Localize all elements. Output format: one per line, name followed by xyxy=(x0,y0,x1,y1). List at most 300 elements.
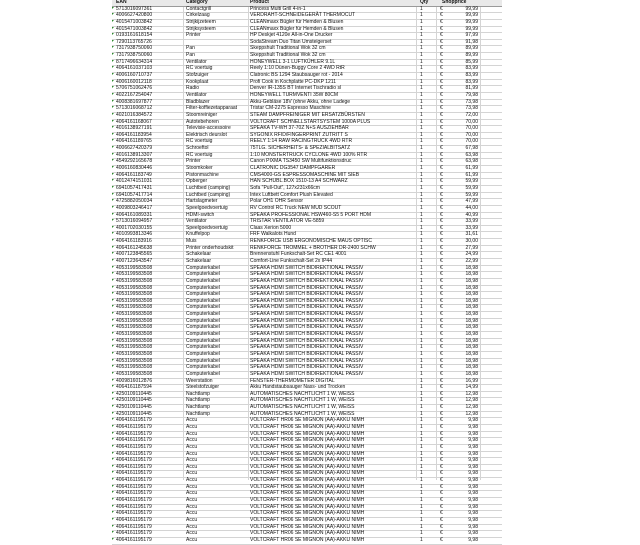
cell-shopprice[interactable]: 59,99 xyxy=(465,191,478,198)
cell-category[interactable]: Steelstofzuiger xyxy=(186,384,220,391)
cell-shopprice[interactable]: 12,98 xyxy=(465,410,478,417)
cell-shopprice[interactable]: 59,99 xyxy=(465,184,478,191)
cell-shopprice[interactable]: 18,98 xyxy=(465,324,478,331)
cell-category[interactable]: Computerkabel xyxy=(186,357,220,364)
cell-category[interactable]: Autotebehoren xyxy=(186,118,219,125)
cell-category[interactable]: Printer xyxy=(186,158,201,165)
cell-shopprice[interactable]: 18,98 xyxy=(465,331,478,338)
cell-product[interactable]: VOLTCRAFT HR06 SE MIGNON (AA)-AKKU NIMH xyxy=(250,523,365,530)
cell-category[interactable]: Muis xyxy=(186,238,197,245)
cell-product[interactable]: HP Deskjet 4120e All-in-One Drucker xyxy=(250,32,333,39)
cell-shopprice[interactable]: 89,99 xyxy=(465,45,478,52)
cell-ean[interactable]: 4053199583508 xyxy=(116,291,153,298)
cell-currency[interactable]: € xyxy=(440,390,443,397)
cell-product[interactable]: SPEAKA HDMI SWITCH BIDIREKTIONAL PASSIV xyxy=(250,344,364,351)
cell-category[interactable]: Stofzuiger xyxy=(186,72,209,79)
cell-shopprice[interactable]: 9,98 xyxy=(468,424,478,430)
cell-product[interactable]: Sofa "Pull-Out", 127x231x66cm xyxy=(250,184,320,191)
cell-shopprice[interactable]: 44,00 xyxy=(465,204,478,211)
cell-currency[interactable]: € xyxy=(440,138,443,145)
cell-category[interactable]: Accu xyxy=(186,530,198,537)
cell-qty[interactable]: 1 xyxy=(420,404,423,411)
cell-ean[interactable]: 4053199583508 xyxy=(116,337,153,344)
cell-currency[interactable]: € xyxy=(440,417,443,424)
cell-ean[interactable]: 4016138927191 xyxy=(116,125,153,132)
cell-category[interactable]: Computerkabel xyxy=(186,344,220,351)
header-shopprice[interactable]: Shopprice xyxy=(442,0,467,5)
cell-qty[interactable]: 1 xyxy=(420,344,423,351)
cell-product[interactable]: SPEAKA HDMI SWITCH BIDIREKTIONAL PASSIV xyxy=(250,277,364,284)
cell-qty[interactable]: 1 xyxy=(420,463,423,470)
cell-category[interactable]: Accu xyxy=(186,483,198,490)
cell-shopprice[interactable]: 18,98 xyxy=(465,337,478,344)
cell-currency[interactable]: € xyxy=(440,151,443,158)
cell-shopprice[interactable]: 83,99 xyxy=(465,65,478,72)
cell-shopprice[interactable]: 97,99 xyxy=(465,32,478,39)
cell-shopprice[interactable]: 9,98 xyxy=(468,490,478,497)
cell-shopprice[interactable]: 83,99 xyxy=(465,72,478,79)
cell-currency[interactable]: € xyxy=(440,350,443,357)
cell-ean[interactable]: 4064161195179 xyxy=(116,523,152,530)
cell-shopprice[interactable]: 99,99 xyxy=(465,5,478,12)
cell-currency[interactable]: € xyxy=(440,118,443,125)
cell-product[interactable]: VERDRAHT-SCHNEIDEGERÄT THERMOCUT xyxy=(250,12,356,19)
cell-currency[interactable]: € xyxy=(440,503,443,510)
cell-product[interactable]: TRISTAR VENTILATOR VE-5859 xyxy=(250,218,325,225)
cell-currency[interactable]: € xyxy=(440,404,443,411)
cell-category[interactable]: RC voertuig xyxy=(186,151,213,158)
cell-ean[interactable]: 4022167254047 xyxy=(116,91,153,98)
table-row[interactable] xyxy=(112,226,502,233)
cell-shopprice[interactable]: 91,98 xyxy=(465,38,478,45)
cell-qty[interactable]: 1 xyxy=(420,131,423,138)
cell-product[interactable]: RENKFORCE USB ERGONOMISCHE MAUS OPTISC xyxy=(250,238,372,245)
cell-currency[interactable]: € xyxy=(440,158,443,165)
cell-qty[interactable]: 1 xyxy=(420,477,423,484)
cell-ean[interactable]: 4064161195179 xyxy=(116,437,152,444)
cell-ean[interactable]: 4064161195179 xyxy=(116,443,152,450)
cell-category[interactable]: Pan xyxy=(186,45,195,52)
cell-ean[interactable]: 4064161195179 xyxy=(116,497,152,504)
cell-product[interactable]: SPEAKA HDMI SWITCH BIDIREKTIONAL PASSIV xyxy=(250,324,364,331)
cell-product[interactable]: SPEAKA HDMI SWITCH BIDIREKTIONAL PASSIV xyxy=(250,370,364,377)
cell-qty[interactable]: 1 xyxy=(420,25,423,32)
cell-category[interactable]: Nachtlamp xyxy=(186,390,210,397)
cell-qty[interactable]: 1 xyxy=(420,184,423,191)
cell-shopprice[interactable]: 9,98 xyxy=(468,417,478,424)
cell-currency[interactable]: € xyxy=(440,204,443,211)
cell-category[interactable]: Computerkabel xyxy=(186,304,220,311)
cell-product[interactable]: Brennenstuhl Funkschalt-Set RC CE1 4001 xyxy=(250,251,347,258)
cell-category[interactable]: Accu xyxy=(186,463,198,470)
cell-currency[interactable]: € xyxy=(440,18,443,25)
cell-qty[interactable]: 1 xyxy=(420,5,423,12)
cell-qty[interactable]: 1 xyxy=(420,483,423,490)
cell-shopprice[interactable]: 79,98 xyxy=(465,91,478,98)
cell-shopprice[interactable]: 9,98 xyxy=(468,510,478,517)
header-ean[interactable]: EAN xyxy=(116,0,127,5)
cell-currency[interactable]: € xyxy=(440,377,443,384)
cell-currency[interactable]: € xyxy=(440,125,443,132)
cell-ean[interactable]: 4053199583508 xyxy=(116,311,153,318)
cell-product[interactable]: VOLTCRAFT HR06 SE MIGNON (AA)-AKKU NIMH xyxy=(250,510,365,517)
cell-shopprice[interactable]: 63,98 xyxy=(465,158,478,165)
cell-category[interactable]: Hartslagmeter xyxy=(186,198,218,205)
cell-ean[interactable]: 4064161195179 xyxy=(116,450,152,457)
cell-product[interactable]: VOLTCRAFT HR06 SE MIGNON (AA)-AKKU NIMH xyxy=(250,457,365,464)
cell-ean[interactable]: 7290113765726 xyxy=(116,38,152,45)
cell-category[interactable]: Speelgoedvoertuig xyxy=(186,204,228,211)
cell-currency[interactable]: € xyxy=(440,530,443,537)
cell-category[interactable]: Kookplaat xyxy=(186,78,209,85)
cell-ean[interactable]: 4053199583508 xyxy=(116,370,153,377)
cell-ean[interactable]: 4053199583508 xyxy=(116,317,153,324)
cell-currency[interactable]: € xyxy=(440,337,443,344)
cell-qty[interactable]: 1 xyxy=(420,65,423,72)
cell-currency[interactable]: € xyxy=(440,497,443,504)
cell-currency[interactable]: € xyxy=(440,424,443,430)
cell-qty[interactable]: 1 xyxy=(420,78,423,85)
cell-ean[interactable]: 4053199583508 xyxy=(116,277,153,284)
cell-category[interactable]: Strijkijzeteem xyxy=(186,18,216,25)
cell-product[interactable]: Polar OH1 OHR Sensor xyxy=(250,198,304,205)
cell-qty[interactable]: 1 xyxy=(420,536,423,543)
cell-product[interactable]: SodaStream Duo Titan Umsteigerset xyxy=(250,38,332,45)
cell-shopprice[interactable]: 9,98 xyxy=(468,463,478,470)
cell-category[interactable]: Nachtlamp xyxy=(186,397,210,404)
cell-ean[interactable]: 4009816012876 xyxy=(116,377,153,384)
cell-currency[interactable]: € xyxy=(440,165,443,172)
cell-qty[interactable]: 1 xyxy=(420,450,423,457)
cell-currency[interactable]: € xyxy=(440,191,443,198)
cell-shopprice[interactable]: 47,99 xyxy=(465,198,478,205)
cell-qty[interactable]: 1 xyxy=(420,118,423,125)
cell-shopprice[interactable]: 22,99 xyxy=(465,257,478,264)
cell-currency[interactable]: € xyxy=(440,410,443,417)
cell-product[interactable]: VOLTCRAFT HR06 SE MIGNON (AA)-AKKU NIMH xyxy=(250,470,365,477)
cell-category[interactable]: Computerkabel xyxy=(186,331,220,338)
cell-category[interactable]: Printer xyxy=(186,32,201,39)
cell-currency[interactable]: € xyxy=(440,470,443,477)
cell-currency[interactable]: € xyxy=(440,364,443,371)
cell-shopprice[interactable]: 9,98 xyxy=(468,497,478,504)
cell-shopprice[interactable]: 70,00 xyxy=(465,138,478,145)
cell-category[interactable]: Computerkabel xyxy=(186,370,220,377)
cell-product[interactable]: STEAM DAMPFREINIGER MIT ERSATZBÜRSTEN xyxy=(250,111,365,118)
cell-currency[interactable]: € xyxy=(440,317,443,324)
cell-product[interactable]: Skeppshult Traditional Wok 32 cm xyxy=(250,45,326,52)
cell-shopprice[interactable]: 12,98 xyxy=(465,397,478,404)
cell-category[interactable]: Computerkabel xyxy=(186,311,220,318)
cell-category[interactable]: Elektrisch deurslot xyxy=(186,131,227,138)
cell-category[interactable]: Filter-koffiezetapparaat xyxy=(186,105,238,112)
cell-qty[interactable]: 1 xyxy=(420,211,423,218)
cell-category[interactable]: Accu xyxy=(186,443,198,450)
cell-qty[interactable]: 1 xyxy=(420,165,423,172)
cell-currency[interactable]: € xyxy=(440,211,443,218)
cell-category[interactable]: Computerkabel xyxy=(186,324,220,331)
cell-ean[interactable]: 4064161195179 xyxy=(116,530,152,537)
cell-category[interactable]: Computerkabel xyxy=(186,284,220,291)
cell-ean[interactable]: 4250109110445 xyxy=(116,397,152,404)
cell-shopprice[interactable]: 9,98 xyxy=(468,450,478,457)
cell-category[interactable]: Accu xyxy=(186,450,198,457)
cell-ean[interactable]: 4064161183749 xyxy=(116,171,152,178)
cell-qty[interactable]: 1 xyxy=(420,357,423,364)
cell-shopprice[interactable]: 61,99 xyxy=(465,165,478,172)
cell-product[interactable]: SPEAKA HDMI SWITCH BIDIREKTIONAL PASSIV xyxy=(250,350,364,357)
cell-category[interactable]: Stoomkoker xyxy=(186,165,213,172)
cell-category[interactable]: Bladblazer xyxy=(186,98,210,105)
cell-ean[interactable]: 4006160710737 xyxy=(116,72,153,79)
cell-category[interactable]: Cirkelzaag xyxy=(186,12,210,19)
cell-product[interactable]: VOLTCRAFT HR06 SE MIGNON (AA)-AKKU NIMH xyxy=(250,443,365,450)
cell-category[interactable]: Accu xyxy=(186,477,198,484)
cell-qty[interactable]: 1 xyxy=(420,38,423,45)
cell-currency[interactable]: € xyxy=(440,437,443,444)
cell-qty[interactable]: 1 xyxy=(420,530,423,537)
cell-category[interactable]: Nachtlamp xyxy=(186,404,210,411)
cell-category[interactable]: Accu xyxy=(186,417,198,424)
header-product[interactable]: Product xyxy=(250,0,269,5)
cell-product[interactable]: SPEAKA TV-WH 37-70Z N+S AUSZIEHBAR xyxy=(250,125,349,132)
cell-ean[interactable]: 4250109110445 xyxy=(116,404,152,411)
cell-currency[interactable]: € xyxy=(440,331,443,338)
cell-product[interactable]: VOLTCRAFT HR06 SE MIGNON (AA)-AKKU NIMH xyxy=(250,437,365,444)
cell-shopprice[interactable]: 9,98 xyxy=(468,430,478,437)
cell-currency[interactable]: € xyxy=(440,397,443,404)
cell-product[interactable]: VOLTCRAFT HR06 SE MIGNON (AA)-AKKU NIMH xyxy=(250,430,365,437)
cell-currency[interactable]: € xyxy=(440,510,443,517)
cell-ean[interactable]: 4015471003842 xyxy=(116,18,153,25)
cell-ean[interactable]: 7317938750060 xyxy=(116,52,153,59)
cell-product[interactable]: VOLTCRAFT HR06 SE MIGNON (AA)-AKKU NIMH xyxy=(250,530,365,537)
cell-ean[interactable]: 4064161195179 xyxy=(116,516,152,523)
cell-shopprice[interactable]: 89,99 xyxy=(465,52,478,59)
cell-category[interactable]: Accu xyxy=(186,510,198,517)
cell-qty[interactable]: 1 xyxy=(420,311,423,318)
cell-ean[interactable]: 4021016384572 xyxy=(116,111,153,118)
cell-ean[interactable]: 4064161168067 xyxy=(116,118,152,125)
cell-category[interactable]: Computerkabel xyxy=(186,277,220,284)
cell-ean[interactable]: 6941057417714 xyxy=(116,191,153,198)
cell-product[interactable]: VOLTCRAFT HR06 SE MIGNON (AA)-AKKU NIMH xyxy=(250,490,365,497)
cell-qty[interactable]: 1 xyxy=(420,125,423,132)
cell-ean[interactable]: 4008381697877 xyxy=(116,98,153,105)
cell-currency[interactable]: € xyxy=(440,145,443,152)
cell-currency[interactable]: € xyxy=(440,463,443,470)
cell-ean[interactable]: 4053199583508 xyxy=(116,357,153,364)
cell-shopprice[interactable]: 9,98 xyxy=(468,503,478,510)
cell-product[interactable]: Skeppshult Traditional Wok 32 cm xyxy=(250,52,326,59)
cell-product[interactable]: Comfort-Line Funkschalt-Set 2x IP44 xyxy=(250,257,332,264)
cell-product[interactable]: SPEAKA HDMI SWITCH BIDIREKTIONAL PASSIV xyxy=(250,291,364,298)
cell-ean[interactable]: 4053199583508 xyxy=(116,284,153,291)
cell-ean[interactable]: 4064161245638 xyxy=(116,244,153,251)
cell-category[interactable]: Computerkabel xyxy=(186,297,220,304)
cell-ean[interactable]: 4064161089331 xyxy=(116,211,153,218)
cell-qty[interactable]: 1 xyxy=(420,111,423,118)
cell-currency[interactable]: € xyxy=(440,45,443,52)
cell-shopprice[interactable]: 31,61 xyxy=(465,231,478,238)
cell-ean[interactable]: 4064161195179 xyxy=(116,417,152,424)
cell-product[interactable]: VOLTCRAFT HR06 SE MIGNON (AA)-AKKU NIMH xyxy=(250,516,365,523)
cell-product[interactable]: SYGONIX RFID/FINGERPRINT ZUTRITT S xyxy=(250,131,348,138)
cell-currency[interactable]: € xyxy=(440,12,443,19)
cell-ean[interactable]: 4053199583508 xyxy=(116,344,153,351)
cell-qty[interactable]: 1 xyxy=(420,324,423,331)
cell-ean[interactable]: 0193161618154 xyxy=(116,32,153,39)
cell-ean[interactable]: 4064161195179 xyxy=(116,536,152,543)
cell-product[interactable]: SPEAKA HDMI SWITCH BIDIREKTIONAL PASSIV xyxy=(250,357,364,364)
cell-ean[interactable]: 8717496634314 xyxy=(116,58,153,65)
cell-qty[interactable]: 1 xyxy=(420,171,423,178)
cell-currency[interactable]: € xyxy=(440,224,443,231)
cell-qty[interactable]: 1 xyxy=(420,523,423,530)
cell-category[interactable]: Accu xyxy=(186,470,198,477)
cell-product[interactable]: SPEAKA HDMI SWITCH BIDIREKTIONAL PASSIV xyxy=(250,271,364,278)
cell-product[interactable]: SPEAKA HDMI SWITCH BIDIREKTIONAL PASSIV xyxy=(250,364,364,371)
cell-shopprice[interactable]: 9,98 xyxy=(468,477,478,484)
cell-ean[interactable]: 4053199583508 xyxy=(116,364,153,371)
cell-category[interactable]: Schakelaar xyxy=(186,257,212,264)
cell-ean[interactable]: 4016138913307 xyxy=(116,151,153,158)
cell-qty[interactable]: 1 xyxy=(420,364,423,371)
cell-shopprice[interactable]: 14,99 xyxy=(465,384,478,391)
cell-ean[interactable]: 7317938750060 xyxy=(116,45,153,52)
cell-qty[interactable]: 1 xyxy=(420,231,423,238)
cell-currency[interactable]: € xyxy=(440,291,443,298)
cell-ean[interactable]: 4006160830446 xyxy=(116,165,153,172)
cell-currency[interactable]: € xyxy=(440,264,443,271)
cell-product[interactable]: AUTOMATISCHES NACHTLICHT 1 W, WEISS xyxy=(250,404,355,411)
cell-currency[interactable]: € xyxy=(440,91,443,98)
cell-shopprice[interactable]: 9,98 xyxy=(468,443,478,450)
cell-qty[interactable]: 1 xyxy=(420,384,423,391)
cell-category[interactable]: Strijksysteem xyxy=(186,25,216,32)
cell-shopprice[interactable]: 9,98 xyxy=(468,530,478,537)
cell-ean[interactable]: 4053199583508 xyxy=(116,324,153,331)
cell-ean[interactable]: 4001702030155 xyxy=(116,224,153,231)
cell-product[interactable]: SPEAKA HDMI SWITCH BIDIREKTIONAL PASSIV xyxy=(250,264,364,271)
cell-category[interactable]: Speelgoedvoertuig xyxy=(186,224,228,231)
cell-currency[interactable]: € xyxy=(440,523,443,530)
cell-qty[interactable]: 1 xyxy=(420,437,423,444)
cell-ean[interactable]: 5713016097361 xyxy=(116,5,153,12)
cell-currency[interactable]: € xyxy=(440,443,443,450)
cell-qty[interactable]: 1 xyxy=(420,370,423,377)
cell-category[interactable]: Ventilator xyxy=(186,91,207,98)
cell-qty[interactable]: 1 xyxy=(420,503,423,510)
cell-qty[interactable]: 1 xyxy=(420,264,423,271)
cell-qty[interactable]: 1 xyxy=(420,72,423,79)
cell-category[interactable]: Radio xyxy=(186,85,200,92)
cell-qty[interactable]: 1 xyxy=(420,52,423,59)
cell-ean[interactable]: 4064161195179 xyxy=(116,424,152,430)
cell-shopprice[interactable]: 61,99 xyxy=(465,171,478,178)
cell-qty[interactable]: 1 xyxy=(420,45,423,52)
cell-qty[interactable]: 1 xyxy=(420,497,423,504)
cell-qty[interactable]: 1 xyxy=(420,145,423,152)
cell-product[interactable]: VOLTCRAFT HR06 SE MIGNON (AA)-AKKU NIMH xyxy=(250,424,365,430)
cell-qty[interactable]: 1 xyxy=(420,410,423,417)
cell-category[interactable]: Computerkabel xyxy=(186,337,220,344)
cell-shopprice[interactable]: 18,98 xyxy=(465,317,478,324)
cell-shopprice[interactable]: 9,98 xyxy=(468,536,478,543)
cell-currency[interactable]: € xyxy=(440,52,443,59)
cell-shopprice[interactable]: 72,00 xyxy=(465,111,478,118)
cell-currency[interactable]: € xyxy=(440,370,443,377)
cell-currency[interactable]: € xyxy=(440,238,443,245)
cell-shopprice[interactable]: 70,00 xyxy=(465,131,478,138)
cell-qty[interactable]: 1 xyxy=(420,85,423,92)
cell-qty[interactable]: 1 xyxy=(420,390,423,397)
cell-category[interactable]: Computerkabel xyxy=(186,317,220,324)
cell-ean[interactable]: 4007123845565 xyxy=(116,251,153,258)
cell-qty[interactable]: 1 xyxy=(420,251,423,258)
cell-product[interactable]: 1:10 MONSTERTRUCK CYCLONE 4WD 100% RTR xyxy=(250,151,368,158)
cell-shopprice[interactable]: 18,98 xyxy=(465,284,478,291)
cell-ean[interactable]: 4006627420379 xyxy=(116,145,153,152)
cell-currency[interactable]: € xyxy=(440,131,443,138)
cell-currency[interactable]: € xyxy=(440,65,443,72)
cell-shopprice[interactable]: 9,98 xyxy=(468,483,478,490)
cell-category[interactable]: Opberger xyxy=(186,178,208,185)
cell-shopprice[interactable]: 18,98 xyxy=(465,304,478,311)
cell-category[interactable]: Pan xyxy=(186,52,195,59)
cell-currency[interactable]: € xyxy=(440,184,443,191)
cell-currency[interactable]: € xyxy=(440,58,443,65)
cell-ean[interactable]: 4053199583508 xyxy=(116,350,153,357)
cell-ean[interactable]: 4064161195179 xyxy=(116,483,152,490)
cell-product[interactable]: SPEAKA HDMI SWITCH BIDIREKTIONAL PASSIV xyxy=(250,284,364,291)
cell-shopprice[interactable]: 18,98 xyxy=(465,344,478,351)
cell-category[interactable]: Computerkabel xyxy=(186,350,220,357)
cell-product[interactable]: VOLTCRAFT HR06 SE MIGNON (AA)-AKKU NIMH xyxy=(250,497,365,504)
cell-ean[interactable]: 4064161195179 xyxy=(116,477,152,484)
cell-category[interactable]: Accu xyxy=(186,490,198,497)
cell-qty[interactable]: 1 xyxy=(420,178,423,185)
cell-category[interactable]: Knuffelpop xyxy=(186,231,210,238)
cell-ean[interactable]: 4006160012118 xyxy=(116,78,152,85)
cell-category[interactable]: Accu xyxy=(186,503,198,510)
cell-product[interactable]: REELY 1:14 RAW RACINGTRUCK 4WD RTR xyxy=(250,138,353,145)
cell-shopprice[interactable]: 59,99 xyxy=(465,178,478,185)
cell-ean[interactable]: 4053199583508 xyxy=(116,271,153,278)
cell-currency[interactable]: € xyxy=(440,344,443,351)
cell-qty[interactable]: 1 xyxy=(420,191,423,198)
cell-qty[interactable]: 1 xyxy=(420,138,423,145)
cell-category[interactable]: Ventilator xyxy=(186,218,207,225)
cell-shopprice[interactable]: 18,98 xyxy=(465,364,478,371)
cell-qty[interactable]: 1 xyxy=(420,98,423,105)
cell-currency[interactable]: € xyxy=(440,324,443,331)
cell-shopprice[interactable]: 73,98 xyxy=(465,98,478,105)
cell-shopprice[interactable]: 70,00 xyxy=(465,125,478,132)
cell-shopprice[interactable]: 30,00 xyxy=(465,238,478,245)
cell-ean[interactable]: 4250109110445 xyxy=(116,410,152,417)
cell-qty[interactable]: 1 xyxy=(420,224,423,231)
cell-shopprice[interactable]: 70,00 xyxy=(465,118,478,125)
cell-product[interactable]: VOLTCRAFT HR06 SE MIGNON (AA)-AKKU NIMH xyxy=(250,536,365,543)
cell-qty[interactable]: 1 xyxy=(420,424,423,430)
cell-category[interactable]: Accu xyxy=(186,424,198,430)
cell-ean[interactable]: 5713016068712 xyxy=(116,105,153,112)
cell-product[interactable]: SPEAKA HDMI SWITCH BIDIREKTIONAL PASSIV xyxy=(250,317,364,324)
cell-category[interactable]: RC voertuig xyxy=(186,138,213,145)
cell-ean[interactable]: 4053199583508 xyxy=(116,304,153,311)
cell-category[interactable]: Accu xyxy=(186,430,198,437)
